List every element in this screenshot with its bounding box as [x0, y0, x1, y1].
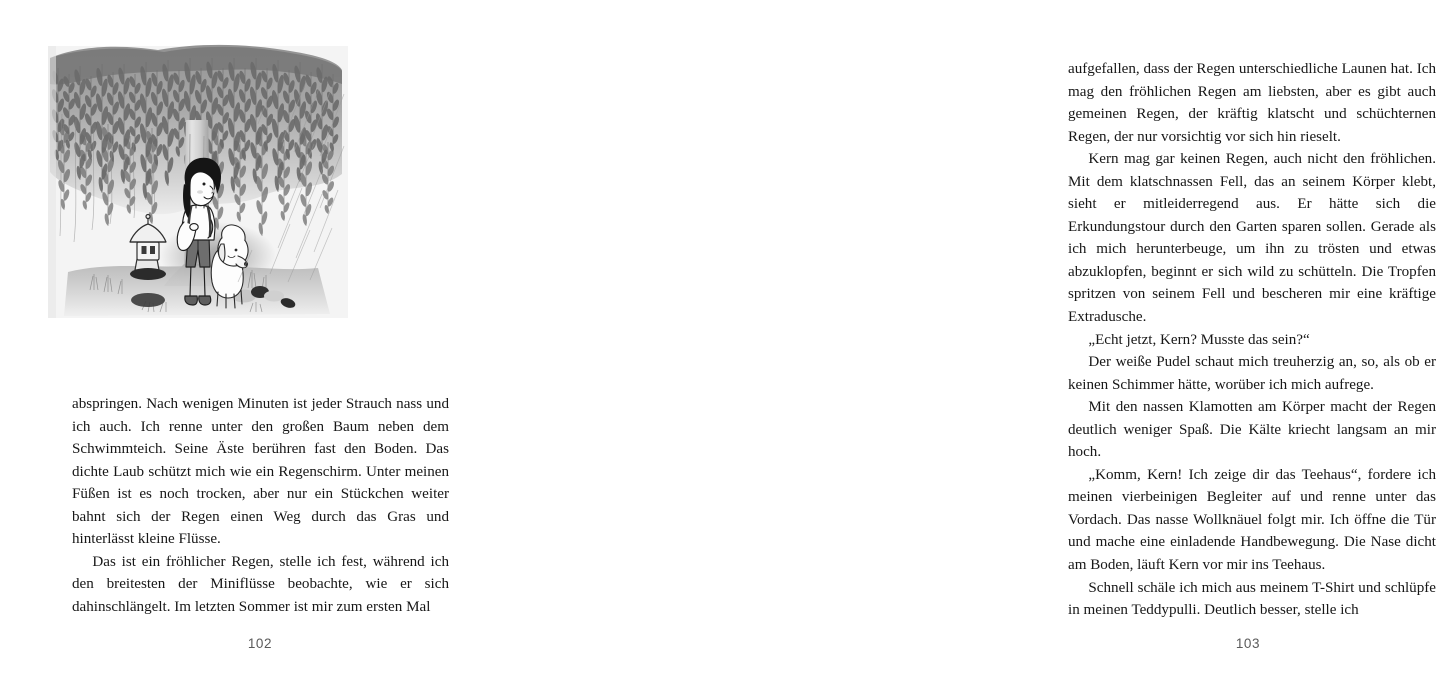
paragraph: aufgefallen, dass der Regen unterschiedliche Launen hat. Ich mag den fröhlichen Regen am liebsten, aber es gibt auch gemeinen Regen, der kräftig klatscht und schüchternen Regen, der nur vorsichtig vor sich hin rieselt. — [1068, 61, 1436, 145]
paragraph: Mit den nassen Klamotten am Körper macht der Regen deutlich weniger Spaß. Die Kälte kriecht langsam an mir hoch. — [1068, 399, 1436, 461]
paragraph: „Komm, Kern! Ich zeige dir das Teehaus“, fordere ich meinen vierbeinigen Begleiter auf und renne unter das Vordach. Das nasse Wollknäuel folgt mir. Ich öffne die Tür und mache eine einladende Handbewegung. Die Nase dicht am Boden, läuft Kern vor mir ins Teehaus. — [1068, 466, 1436, 574]
paragraph: abspringen. Nach wenigen Minuten ist jeder Strauch nass und ich auch. Ich renne unter den großen Baum neben dem Schwimmteich. Seine Äste berühren fast den Boden. Das dichte Laub schützt mich wie ein Regenschirm. Unter meinen Füßen ist es noch trocken, aber nur ein Stückchen weiter bahnt sich der Regen einen Weg durch das Gras und hinterlässt kleine Flüsse. — [72, 396, 449, 548]
illustration-girl-and-poodle-under-willow-tree — [38, 24, 368, 359]
paragraph: Kern mag gar keinen Regen, auch nicht den fröhlichen. Mit dem klatschnassen Fell, das an seinem Körper klebt, sieht er mitleiderregend aus. Er hätte sich die Erkundungstour durch den Garten sparen sollen. Gerade als ich mich herunterbeuge, um ihn zu trösten und etwas abzuklopfen, beginnt er sich wild zu schütteln. Die Tropfen spritzen von seinem Fell und bescheren mir eine kräftige Extradusche. — [1068, 151, 1436, 326]
ground — [64, 266, 330, 316]
illustration-edge-shade — [48, 46, 56, 318]
paragraph: „Echt jetzt, Kern? Musste das sein?“ — [1088, 331, 1310, 348]
right-page-body-text — [1068, 58, 1436, 622]
page-number-right: 103 — [1235, 636, 1261, 651]
page-number-left: 102 — [247, 636, 273, 651]
stone-light-2 — [264, 291, 284, 302]
paragraph: Das ist ein fröhlicher Regen, stelle ich fest, während ich den breitesten der Miniflüsse beobachte, wie er sich dahinschlängelt. Im letzten Sommer ist mir zum ersten Mal — [72, 553, 449, 615]
paragraph: Der weiße Pudel schaut mich treuherzig an, so, als ob er keinen Schimmer hätte, worüber ich mich aufrege. — [1068, 354, 1436, 393]
paragraph: Schnell schäle ich mich aus meinem T-Shirt und schlüpfe in meinen Teddypulli. Deutlich besser, stelle ich — [1068, 579, 1436, 619]
earth-clump — [131, 293, 165, 307]
page-right — [500, 0, 1436, 693]
left-page-body-text — [72, 393, 449, 618]
page-left — [0, 0, 500, 693]
